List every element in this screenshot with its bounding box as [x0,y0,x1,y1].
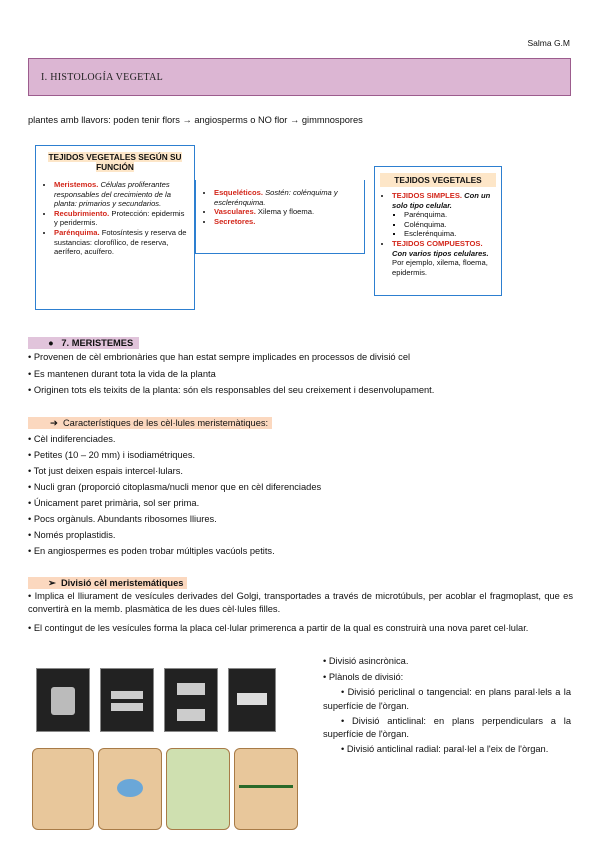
author-name: Salma G.M [527,38,570,48]
micrograph [100,668,154,732]
cell-diagram [234,748,298,830]
intro-line: plantes amb llavors: poden tenir flors → angiosperms o NO flor → gimmnospores [28,115,363,125]
sub-item: ▪ Esclerénquima. [404,229,496,239]
sub-item: ▪ Colénquima. [404,220,496,230]
card-tejidos-funcion [35,145,195,310]
list-item: • Vasculares. Xilema y floema. [214,207,358,217]
bullet-line: • Provenen de cèl embrionàries que han estat sempre implicades en processos de divisió cel [28,352,411,362]
note-line: • Divisió anticlinal radial: paral·lel a l'eix de l'òrgan. [341,744,549,755]
list-item: • Secretores. [214,217,358,227]
bullet-line: • Pocs orgànuls. Abundants ribosomes lliures. [28,514,217,524]
micrograph [228,668,276,732]
note-line: • Plànols de divisió: [323,672,404,683]
cell-diagram [32,748,94,830]
card-tejidos-continuacion [195,180,365,254]
bullet-line: • Únicament paret primària, sol ser prima. [28,498,200,508]
arrowhead-icon: ➢ [48,578,56,588]
cell-diagram [166,748,230,830]
section-banner [28,58,571,96]
card-tejidos-vegetales [374,166,502,296]
list-item: • TEJIDOS SIMPLES. Con un solo tipo celular. ▪ Parénquima. ▪ Colénquima. ▪ Esclerénquima. [392,191,496,239]
bullet-line: • Nucli gran (proporció citoplasma/nucli menor que en cèl diferenciades [28,482,322,492]
bullet-line: • Només proplastidis. [28,530,116,540]
section-title: I. HISTOLOGÍA VEGETAL [41,72,164,83]
list-item: • Recubrimiento. Protección: epidermis y peridermis. [54,209,188,228]
arrow-icon: ➔ [50,418,58,428]
cell-diagram [98,748,162,830]
card-title: TEJIDOS VEGETALES SEGÚN SU FUNCIÓN [48,152,182,172]
paragraph: • El contingut de les vesícules forma la placa cel·lular primerenca a partir de la qual es construirà una nova paret cel·lular. [28,623,529,633]
heading-caracteristiques: ➔ Característiques de les cèl·lules meristemàtiques: [28,417,272,429]
bullet-line: • Originen tots els teixits de la planta: són els responsables del seu creixement i desenvolupament. [28,385,435,395]
note-line: • Divisió anticlinal: en plans perpendiculars a la superfície de l'òrgan. [323,715,571,740]
bullet-line: • Cèl indiferenciades. [28,434,116,444]
list-item: • TEJIDOS COMPUESTOS. Con varios tipos celulares. Por ejemplo, xilema, floema, epidermis. [392,239,496,277]
heading-divisio: ➢ Divisió cèl meristemátiques [28,577,187,589]
micrograph [36,668,90,732]
sub-item: ▪ Parénquima. [404,210,496,220]
note-line: • Divisió periclinal o tangencial: en plans paral·lels a la superfície de l'òrgan. [323,687,571,711]
bullet-line: • Tot just deixen espais intercel·lulars. [28,466,184,476]
bullet-line: • Es mantenen durant tota la vida de la planta [28,369,216,379]
division-notes [323,655,571,756]
note-line: • Divisió asincrònica. [323,656,409,666]
list-item: • Meristemos. Células proliferantes responsables del crecimiento de la planta: primarios y secundarios. [54,180,188,209]
card-title: TEJIDOS VEGETALES [380,173,496,187]
bullet-line: • Petites (10 – 20 mm) i isodiamétriques. [28,450,196,460]
list-item: • Esqueléticos. Sostén: colénquima y esclerénquima. [214,188,358,207]
paragraph: • Implica el lliurament de vesícules derivades del Golgi, transportades a través de microtúbuls, per acoblar el fragmoplast, que es convertirà en la memb. plasmàtica de les dues cèl·lules filles. [28,591,573,615]
list-item: • Parénquima. Fotosíntesis y reserva de sustancias: clorofílico, de reserva, aerífero, acuífero. [54,228,188,257]
heading-meristemes: ● 7. MERISTEMES [28,337,148,349]
bullet-line: • En angiospermes es poden trobar múltiples vacúols petits. [28,546,275,556]
micrograph [164,668,218,732]
cell-division-figure [30,662,315,834]
